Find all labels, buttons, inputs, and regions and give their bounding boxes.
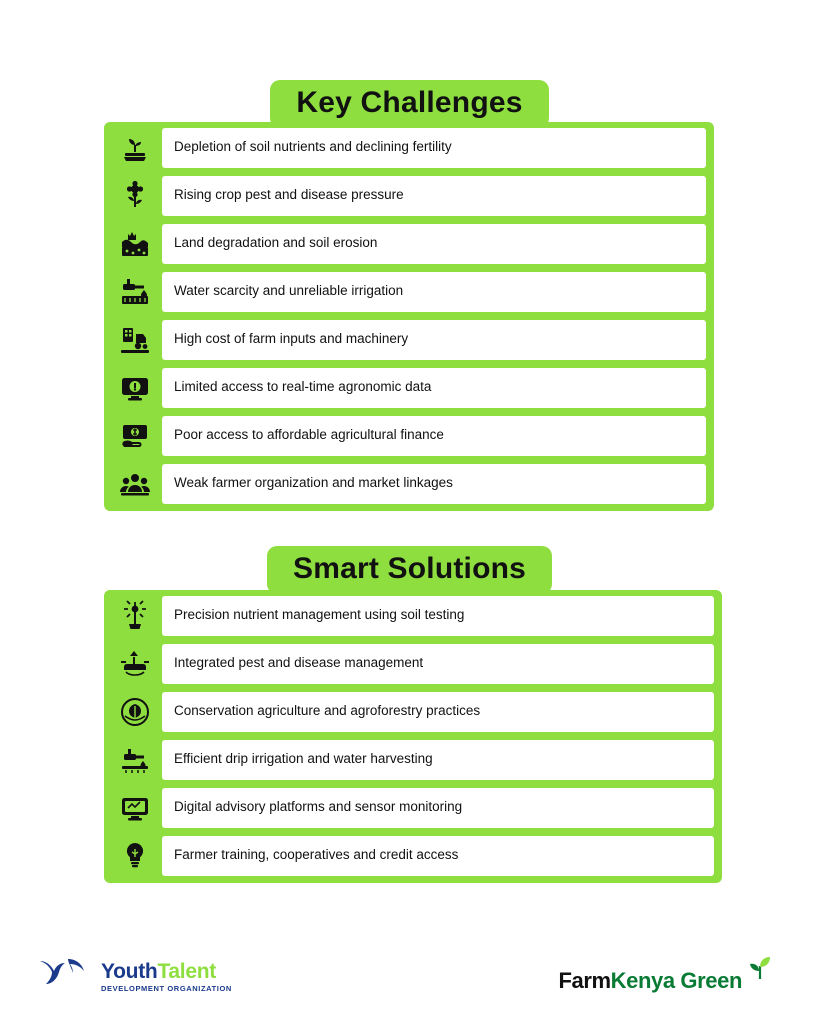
list-item (110, 222, 708, 266)
irrigation-icon (110, 270, 160, 314)
section-heading-solutions (0, 546, 819, 594)
list-item (110, 174, 708, 218)
list-item-text: Integrated pest and disease management (160, 642, 716, 686)
list-item-text: Depletion of soil nutrients and declining fertility (160, 126, 708, 170)
leaf-sprout-icon (745, 953, 775, 988)
drip-irrigation-icon (110, 738, 160, 782)
youthtalent-wordmark (101, 961, 232, 993)
soil-erosion-icon (110, 222, 160, 266)
smart-plant-icon (110, 594, 160, 638)
youthtalent-mark-icon (38, 955, 94, 998)
knowledge-bulb-icon (110, 834, 160, 878)
list-item (110, 126, 708, 170)
list-item (110, 834, 716, 878)
list-item (110, 270, 708, 314)
list-item (110, 366, 708, 410)
money-hand-icon (110, 414, 160, 458)
list-item-text: Conservation agriculture and agroforestry practices (160, 690, 716, 734)
list-item (110, 786, 716, 830)
list-item (110, 462, 708, 506)
sprout-icon (110, 126, 160, 170)
section-heading-challenges (0, 80, 819, 128)
list-item-text: Digital advisory platforms and sensor monitoring (160, 786, 716, 830)
farmkenyagreen-name: FarmKenya Green (558, 968, 742, 993)
list-item (110, 594, 716, 638)
list-item-text: Land degradation and soil erosion (160, 222, 708, 266)
list-item-text: Limited access to real-time agronomic data (160, 366, 708, 410)
list-item (110, 318, 708, 362)
monitor-alert-icon (110, 366, 160, 410)
solutions-list (104, 590, 722, 883)
list-item-text: High cost of farm inputs and machinery (160, 318, 708, 362)
footer (0, 932, 819, 1002)
tractor-field-icon (110, 318, 160, 362)
challenges-list (104, 122, 714, 511)
section-title-text: Smart Solutions (267, 546, 552, 594)
list-item-text: Water scarcity and unreliable irrigation (160, 270, 708, 314)
conservation-icon (110, 690, 160, 734)
farmers-group-icon (110, 462, 160, 506)
youthtalent-tagline: DEVELOPMENT ORGANIZATION (101, 983, 232, 993)
list-item (110, 690, 716, 734)
list-item (110, 738, 716, 782)
list-item-text: Poor access to affordable agricultural finance (160, 414, 708, 458)
list-item-text: Weak farmer organization and market linkages (160, 462, 708, 506)
flower-pest-icon (110, 174, 160, 218)
youthtalent-name: YouthTalent (101, 959, 216, 983)
digital-monitor-icon (110, 786, 160, 830)
list-item (110, 414, 708, 458)
list-item-text: Rising crop pest and disease pressure (160, 174, 708, 218)
section-title-text: Key Challenges (270, 80, 548, 128)
list-item-text: Farmer training, cooperatives and credit access (160, 834, 716, 878)
drone-sprayer-icon (110, 642, 160, 686)
list-item (110, 642, 716, 686)
logo-youthtalent (38, 955, 232, 998)
logo-farmkenyagreen (558, 953, 775, 992)
list-item-text: Precision nutrient management using soil testing (160, 594, 716, 638)
list-item-text: Efficient drip irrigation and water harvesting (160, 738, 716, 782)
